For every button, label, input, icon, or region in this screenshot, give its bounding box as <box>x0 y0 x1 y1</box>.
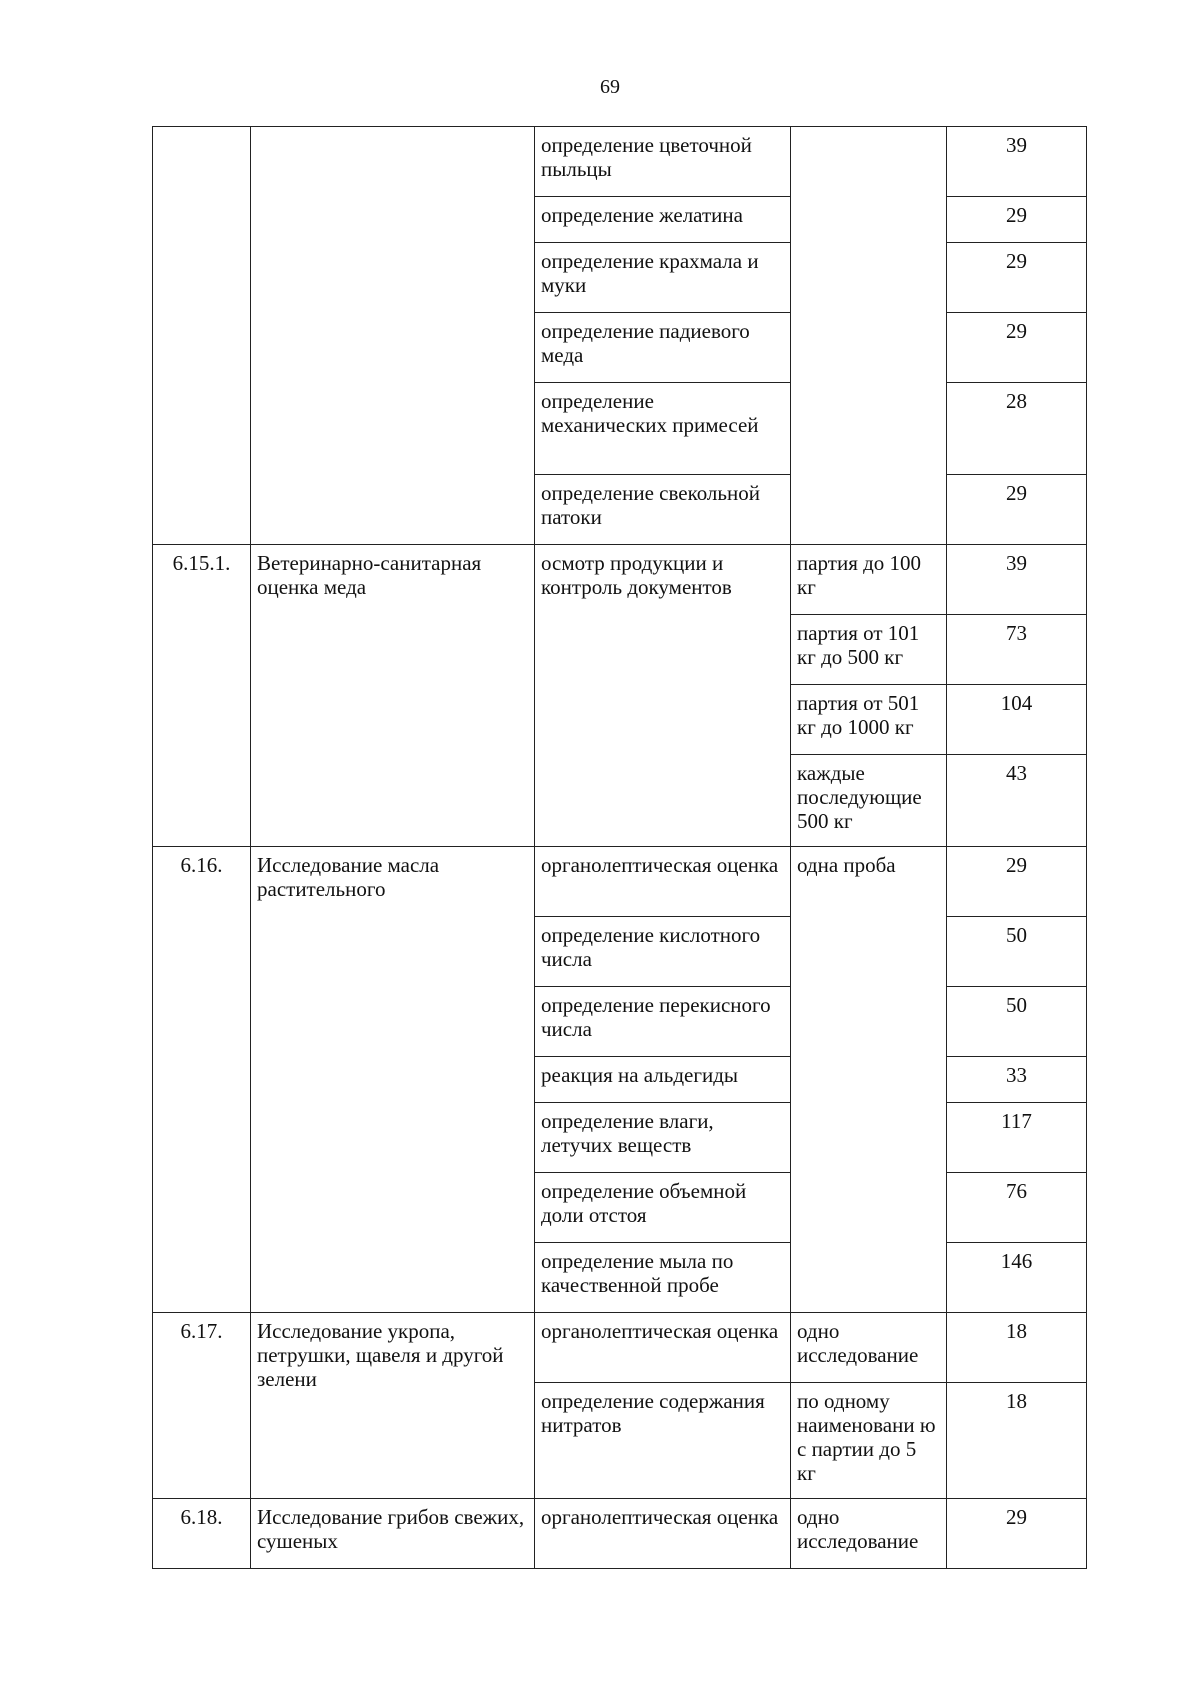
table-row <box>153 847 1087 917</box>
unit-cell-empty <box>791 127 947 545</box>
price-cell: 43 <box>947 755 1087 847</box>
service-name: реакция на альдегиды <box>535 1057 791 1103</box>
unit-cell: каждые последующие 500 кг <box>791 755 947 847</box>
price-cell: 29 <box>947 475 1087 545</box>
section-number: 6.15.1. <box>153 545 251 847</box>
title-cell-empty <box>251 127 535 545</box>
service-name: определение желатина <box>535 197 791 243</box>
service-name: определение падиевого меда <box>535 313 791 383</box>
section-title: Исследование укропа, петрушки, щавеля и другой зелени <box>251 1313 535 1499</box>
service-name: определение перекисного числа <box>535 987 791 1057</box>
service-name: осмотр продукции и контроль документов <box>535 545 791 847</box>
unit-cell: одно исследование <box>791 1313 947 1383</box>
service-name: определение влаги, летучих веществ <box>535 1103 791 1173</box>
section-number: 6.17. <box>153 1313 251 1499</box>
service-name: органолептическая оценка <box>535 1313 791 1383</box>
price-cell: 29 <box>947 847 1087 917</box>
price-cell: 18 <box>947 1313 1087 1383</box>
service-name: определение содержания нитратов <box>535 1383 791 1499</box>
price-cell: 28 <box>947 383 1087 475</box>
price-cell: 117 <box>947 1103 1087 1173</box>
price-cell: 104 <box>947 685 1087 755</box>
price-cell: 39 <box>947 127 1087 197</box>
price-cell: 76 <box>947 1173 1087 1243</box>
unit-cell: партия до 100 кг <box>791 545 947 615</box>
unit-cell: одна проба <box>791 847 947 1313</box>
table-row <box>153 1313 1087 1383</box>
page-number: 69 <box>600 76 620 98</box>
price-cell: 39 <box>947 545 1087 615</box>
section-number: 6.18. <box>153 1499 251 1569</box>
price-cell: 50 <box>947 987 1087 1057</box>
table-row <box>153 127 1087 197</box>
section-title: Ветеринарно-санитарная оценка меда <box>251 545 535 847</box>
service-name: определение мыла по качественной пробе <box>535 1243 791 1313</box>
service-name: определение механических примесей <box>535 383 791 475</box>
service-name: определение объемной доли отстоя <box>535 1173 791 1243</box>
price-cell: 29 <box>947 197 1087 243</box>
unit-cell: партия от 501 кг до 1000 кг <box>791 685 947 755</box>
price-cell: 29 <box>947 1499 1087 1569</box>
service-name: органолептическая оценка <box>535 1499 791 1569</box>
section-title: Исследование масла растительного <box>251 847 535 1313</box>
price-cell: 50 <box>947 917 1087 987</box>
unit-cell: партия от 101 кг до 500 кг <box>791 615 947 685</box>
service-name: органолептическая оценка <box>535 847 791 917</box>
table-row <box>153 545 1087 615</box>
price-cell: 29 <box>947 313 1087 383</box>
price-cell: 33 <box>947 1057 1087 1103</box>
service-name: определение крахмала и муки <box>535 243 791 313</box>
number-cell-empty <box>153 127 251 545</box>
table-row <box>153 1499 1087 1569</box>
unit-cell: по одному наименовани ю с партии до 5 кг <box>791 1383 947 1499</box>
service-name: определение кислотного числа <box>535 917 791 987</box>
price-cell: 146 <box>947 1243 1087 1313</box>
section-number: 6.16. <box>153 847 251 1313</box>
service-name: определение свекольной патоки <box>535 475 791 545</box>
service-name: определение цветочной пыльцы <box>535 127 791 197</box>
price-cell: 18 <box>947 1383 1087 1499</box>
price-cell: 29 <box>947 243 1087 313</box>
fee-table <box>152 126 1087 1569</box>
section-title: Исследование грибов свежих, сушеных <box>251 1499 535 1569</box>
price-cell: 73 <box>947 615 1087 685</box>
unit-cell: одно исследование <box>791 1499 947 1569</box>
